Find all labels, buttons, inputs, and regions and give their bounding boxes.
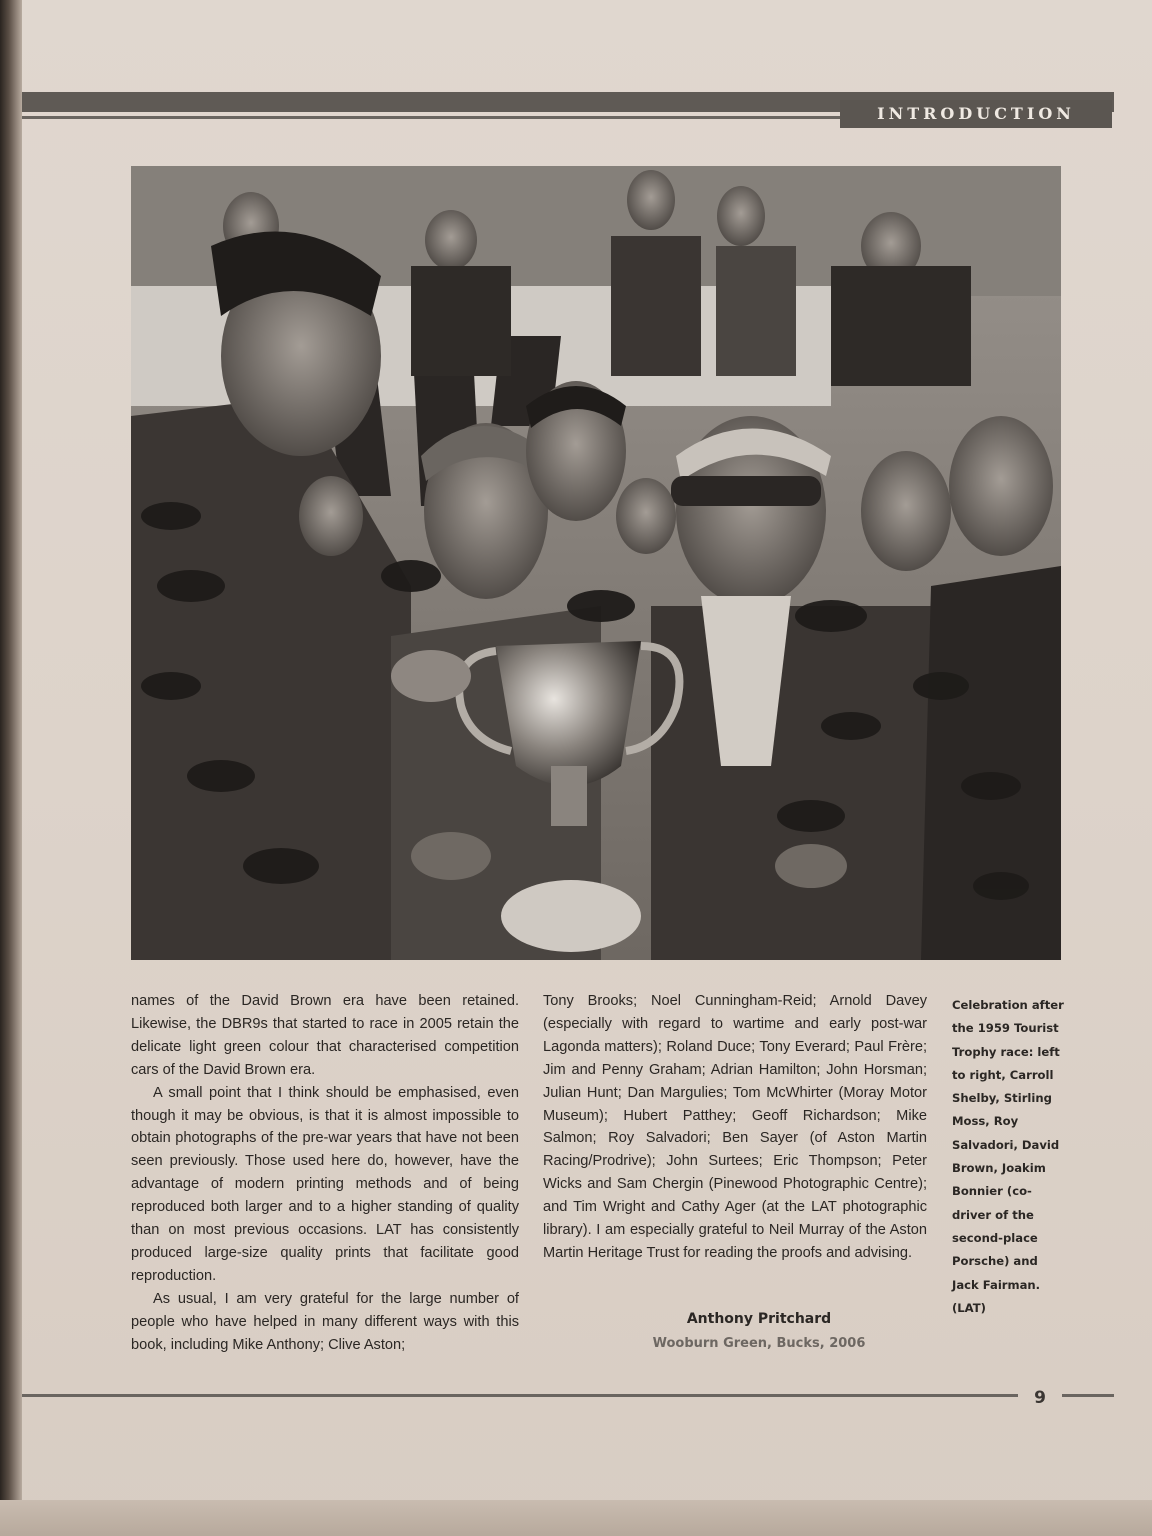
footer-rule-right bbox=[1062, 1394, 1114, 1397]
author-name: Anthony Pritchard bbox=[686, 1311, 832, 1327]
section-label: INTRODUCTION bbox=[840, 100, 1112, 128]
header-rule bbox=[22, 116, 840, 119]
author-place-date: Wooburn Green, Bucks, 2006 bbox=[652, 1336, 866, 1351]
paragraph: names of the David Brown era have been retained. Likewise, the DBR9s that started to race in 2005 retain the delicate light green colour that characterised competition cars of the David Brown era. bbox=[131, 993, 519, 1078]
photo-caption: Celebration after the 1959 Tourist Trophy race: left to right, Carroll Shelby, Stirling Moss, Roy Salvadori, David Brown, Joakim Bonnier (co-driver of the second-place Porsche) and Jack Fairman. (LAT) bbox=[952, 998, 1064, 1315]
paragraph: Tony Brooks; Noel Cunningham-Reid; Arnold Davey (especially with regard to wartime and early post-war Lagonda matters); Roland Duce; Tony Everard; Paul Frère; Jim and Penny Graham; Adrian Hamilton; John Horsman; Julian Hunt; Dan Margulies; Tom McWhirter (Moray Motor Museum); Hubert Patthey; Geoff Richardson; Mike Salmon; Roy Salvadori; Ben Sayer (of Aston Martin Racing/Prodrive); John Surtees; Eric Thompson; Peter Wicks and Sam Chergin (Pinewood Photographic Centre); and Tim Wright and Cathy Ager (at the LAT photographic library). I am especially grateful to Neil Murray of the Aston Martin Heritage Trust for reading the proofs and advising. bbox=[543, 993, 927, 1261]
page-edge bbox=[0, 1500, 1152, 1536]
paragraph: As usual, I am very grateful for the large number of people who have helped in many different ways with this book, including Mike Anthony; Clive Aston; bbox=[131, 1290, 519, 1353]
body-column-2 bbox=[543, 990, 927, 1265]
photograph-icon bbox=[131, 166, 1061, 960]
celebration-photo bbox=[131, 166, 1061, 960]
body-column-1 bbox=[131, 990, 519, 1357]
paragraph: A small point that I think should be emphasised, even though it may be obvious, is that it is almost impossible to obtain photographs of the pre-war years that have not been seen previously. Those used here do, however, have the advantage of modern printing methods and of being reproduced both larger and to a higher standing of quality than on most previous occasions. LAT has consistently produced large-size quality prints that facilitate good reproduction. bbox=[131, 1084, 519, 1284]
page-number: 9 bbox=[1034, 1388, 1046, 1408]
footer-rule bbox=[22, 1394, 1018, 1397]
book-binding bbox=[0, 0, 22, 1536]
